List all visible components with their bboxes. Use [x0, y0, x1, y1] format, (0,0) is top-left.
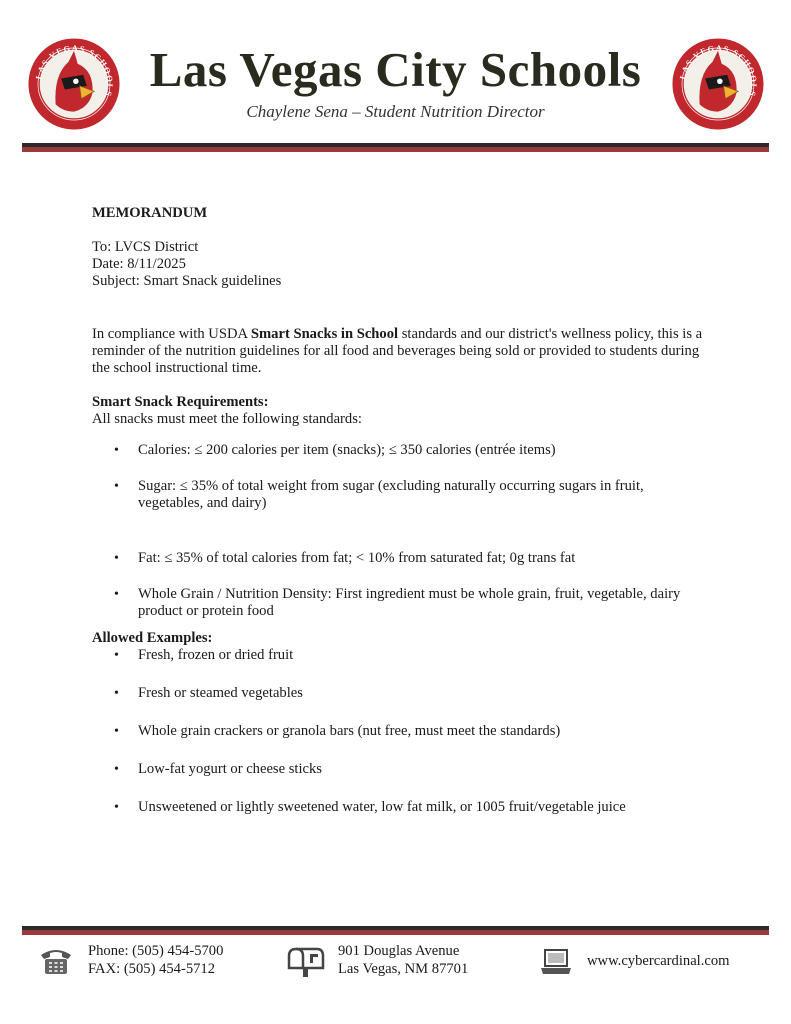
- svg-text:LAS VEGAS SCHOOLS: LAS VEGAS SCHOOLS: [678, 43, 759, 99]
- bullet-icon: •: [114, 800, 119, 815]
- bullet-icon: •: [114, 648, 119, 663]
- list-item: • Whole Grain / Nutrition Density: First ingredient must be whole grain, fruit, vegetable, dairy product or protein food: [114, 586, 681, 619]
- memo-subject: Subject: Smart Snack guidelines: [92, 273, 282, 289]
- footer-address-line1: 901 Douglas Avenue: [338, 943, 460, 959]
- footer-divider: [22, 926, 769, 935]
- footer-address-line2: Las Vegas, NM 87701: [338, 961, 469, 977]
- list-item: • Whole grain crackers or granola bars (nut free, must meet the standards): [114, 723, 561, 739]
- laptop-icon: [540, 948, 572, 976]
- list-item: • Low-fat yogurt or cheese sticks: [114, 761, 322, 777]
- footer-phone: Phone: (505) 454-5700: [88, 943, 224, 959]
- allowed-title: Allowed Examples:: [92, 630, 213, 646]
- requirements-list: [114, 442, 712, 620]
- bullet-icon: •: [114, 587, 119, 602]
- school-name: Las Vegas City Schools: [149, 42, 642, 97]
- bullet-icon: •: [114, 724, 119, 739]
- list-item: • Fat: ≤ 35% of total calories from fat; < 10% from saturated fat; 0g trans fat: [114, 550, 576, 566]
- bullet-icon: •: [114, 686, 119, 701]
- intro-text-after: standards and our district's wellness policy, this is a reminder of the nutrition guidelines for all food and beverages being sold or provided to students during the school instructional time.: [92, 326, 703, 376]
- allowed-list: [114, 647, 712, 816]
- telephone-icon: [38, 946, 74, 976]
- intro-bold-program: Smart Snacks in School: [250, 326, 399, 342]
- memo-date: Date: 8/11/2025: [92, 256, 186, 272]
- mailbox-icon: [285, 946, 327, 978]
- bullet-icon: •: [114, 762, 119, 777]
- intro-text-before: In compliance with USDA: [92, 326, 251, 342]
- footer: [0, 940, 791, 990]
- bullet-icon: •: [114, 479, 119, 494]
- list-item: • Fresh, frozen or dried fruit: [114, 647, 294, 663]
- list-item: • Sugar: ≤ 35% of total weight from sugar (excluding naturally occurring sugars in fruit, vegetables, and dairy): [114, 478, 644, 511]
- footer-fax: FAX: (505) 454-5712: [88, 961, 216, 977]
- svg-text:LAS VEGAS SCHOOLS: LAS VEGAS SCHOOLS: [34, 43, 115, 99]
- header-divider: [22, 143, 769, 152]
- requirements-subtitle: All snacks must meet the following standards:: [92, 411, 362, 427]
- bullet-icon: •: [114, 443, 119, 458]
- requirements-title: Smart Snack Requirements:: [92, 394, 269, 410]
- director-line: Chaylene Sena – Student Nutrition Director: [246, 102, 545, 121]
- cardinal-seal-right: [672, 38, 764, 130]
- bullet-icon: •: [114, 551, 119, 566]
- cardinal-seal-left: [28, 38, 120, 130]
- memo-body: [92, 205, 712, 837]
- footer-website[interactable]: www.cybercardinal.com: [587, 953, 730, 969]
- memo-title: MEMORANDUM: [92, 205, 208, 221]
- list-item: • Calories: ≤ 200 calories per item (snacks); ≤ 350 calories (entrée items): [114, 442, 556, 458]
- list-item: • Unsweetened or lightly sweetened water, low fat milk, or 1005 fruit/vegetable juice: [114, 799, 626, 815]
- list-item: • Fresh or steamed vegetables: [114, 685, 303, 701]
- memo-to: To: LVCS District: [92, 239, 199, 255]
- intro-paragraph: [92, 326, 712, 377]
